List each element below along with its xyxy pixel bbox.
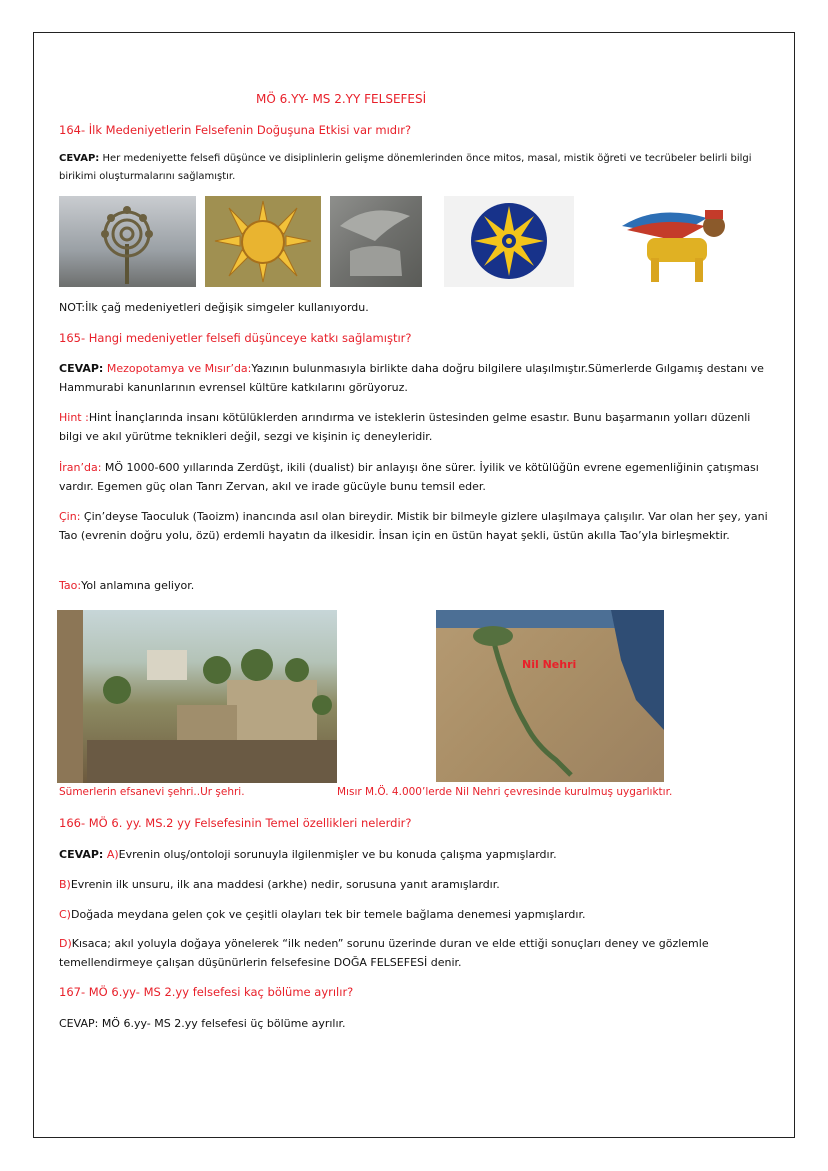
- mezopotamya-label: Mezopotamya ve Mısır’da:: [103, 362, 252, 375]
- answer-mezopotamya: [59, 359, 771, 397]
- answer-166-d: [59, 934, 771, 972]
- hint-label: Hint :: [59, 411, 89, 424]
- item-text-d: Kısaca; akıl yoluyla doğaya yönelerek “ilk neden” sorunu üzerinde duran ve elde ettiği sonuçları deney ve gözlemle temellendirmeye çalışan düşünürlerin felsefesine DOĞA FELSEFESİ denir.: [59, 937, 709, 969]
- lamassu-image: [617, 196, 735, 287]
- answer-cin: [59, 507, 771, 545]
- iran-text: MÖ 1000-600 yıllarında Zerdüşt, ikili (dualist) bir anlayışı öne sürer. İyilik ve kötülüğün evrene egemenliğinin çatışması vardır. Egemen güç olan Tanrı Zervan, akıl ve irade gücüyle bunu temsil eder.: [59, 461, 759, 493]
- sun-symbol-image: [205, 196, 321, 287]
- answer-text: Her medeniyette felsefi düşünce ve disiplinlerin gelişme dönemlerinden önce mitos, masal, mistik öğreti ve tecrübeler belirli bilgi birikimi oluşturmalarını sağlamıştır.: [59, 153, 752, 182]
- ur-city-image: [57, 610, 337, 783]
- item-letter-a: A): [103, 848, 119, 861]
- cin-label: Çin:: [59, 510, 81, 523]
- answer-166-c: [59, 905, 771, 924]
- tao-text: Yol anlamına geliyor.: [81, 579, 195, 592]
- page-title: MÖ 6.YY- MS 2.YY FELSEFESİ: [256, 92, 427, 106]
- iran-label: İran’da:: [59, 461, 102, 474]
- item-text-c: Doğada meydana gelen çok ve çeşitli olayları tek bir temele bağlama denemesi yapmışlardır.: [70, 908, 586, 921]
- hint-text: Hint İnançlarında insanı kötülüklerden arındırma ve isteklerin üstesinden gelme esastır. Bunu başarmanın yolları düzenli bilgi ve akıl yürütme teknikleri değil, sezgi ve kişinin iç deneyleridir.: [59, 411, 751, 443]
- item-text-a: Evrenin oluş/ontoloji sorunuyla ilgilenmişler ve bu konuda çalışma yapmışlardır.: [118, 848, 557, 861]
- tree-of-life-symbol-image: [59, 196, 196, 287]
- item-letter-b: B): [59, 878, 71, 891]
- nile-map-image: [436, 610, 664, 782]
- question-164: 164- İlk Medeniyetlerin Felsefenin Doğuşuna Etkisi var mıdır?: [59, 123, 412, 137]
- cin-text: Çin’deyse Taoculuk (Taoizm) inancında asıl olan bireydir. Mistik bir bilmeyle gizlere ulaşılmaya çalışılır. Var olan her şey, yani Tao (evrenin doğru yolu, özü) erdemli hayatın da ilkesidir. İnsan için en üstün hayat şekli, üstün akılla Tao’yla birleşmektir.: [59, 510, 768, 542]
- item-text-b: Evrenin ilk unsuru, ilk ana maddesi (arkhe) nedir, sorusuna yanıt aramışlardır.: [70, 878, 500, 891]
- answer-label: CEVAP:: [59, 362, 104, 375]
- tao-label: Tao:: [59, 579, 82, 592]
- question-166: 166- MÖ 6. yy. MS.2 yy Felsefesinin Temel özellikleri nelerdir?: [59, 816, 412, 830]
- answer-label: CEVAP:: [59, 848, 104, 861]
- note-symbols: NOT:İlk çağ medeniyetleri değişik simgeler kullanıyordu.: [59, 301, 369, 314]
- answer-166-b: [59, 875, 771, 894]
- answer-tao: [59, 576, 771, 595]
- answer-164: [59, 150, 771, 186]
- caption-nile: Mısır M.Ö. 4.000’lerde Nil Nehri çevresinde kurulmuş uygarlıktır.: [337, 786, 673, 798]
- mezopotamya-text: Yazının bulunmasıyla birlikte daha doğru bilgilere ulaşılmıştır.Sümerlerde Gılgamış destanı ve Hammurabi kanunlarının evrensel kültüre katkılarını görüyoruz.: [59, 362, 764, 394]
- answer-hint: [59, 408, 771, 446]
- item-letter-d: D): [59, 937, 72, 950]
- caption-ur: Sümerlerin efsanevi şehri..Ur şehri.: [59, 786, 245, 798]
- question-165: 165- Hangi medeniyetler felsefi düşünceye katkı sağlamıştır?: [59, 331, 412, 345]
- answer-iran: [59, 458, 771, 496]
- winged-creature-relief-image: [330, 196, 422, 287]
- star-of-ishtar-image: [444, 196, 574, 287]
- answer-label: CEVAP:: [59, 153, 100, 164]
- item-letter-c: C): [59, 908, 71, 921]
- answer-166-a: [59, 845, 771, 864]
- answer-167: CEVAP: MÖ 6.yy- MS 2.yy felsefesi üç bölüme ayrılır.: [59, 1017, 346, 1030]
- question-167: 167- MÖ 6.yy- MS 2.yy felsefesi kaç bölüme ayrılır?: [59, 985, 354, 999]
- map-label-nile: Nil Nehri: [522, 658, 577, 671]
